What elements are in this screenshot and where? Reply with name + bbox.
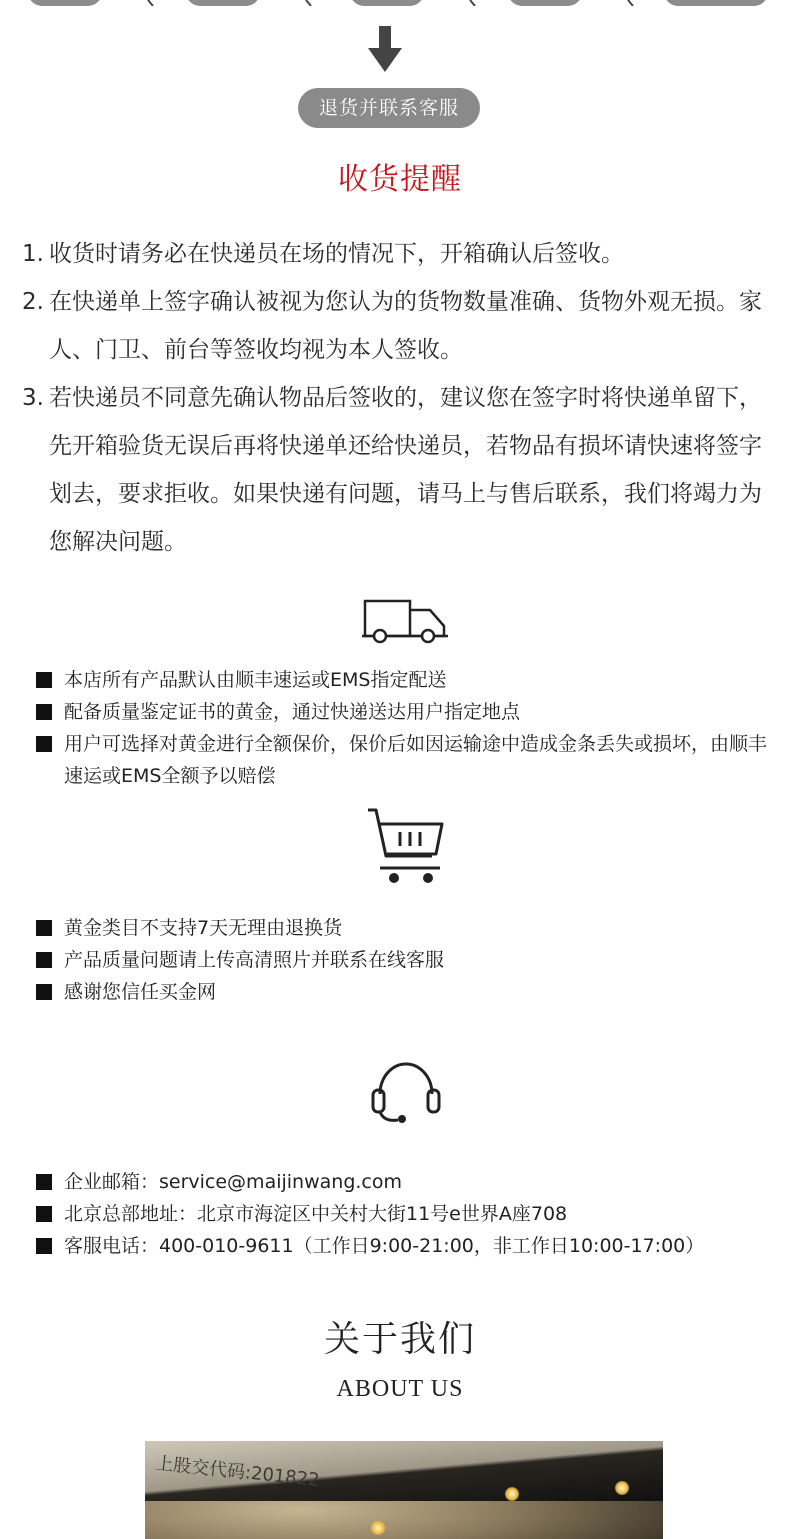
photo-stock-code: 上股交代码:201822	[154, 1452, 321, 1492]
reminder-item-number: 3.	[22, 385, 44, 411]
bullet-square-icon	[36, 1174, 52, 1190]
cart-icon	[366, 806, 448, 886]
contact-phone: 客服电话：400-010-9611（工作日9:00-21:00，非工作日10:00-17:00）	[64, 1235, 705, 1257]
flow-step-pill	[664, 0, 768, 6]
arrow-down-icon	[368, 26, 402, 74]
list-item	[36, 728, 776, 792]
list-item	[36, 1230, 776, 1262]
light-icon	[371, 1521, 385, 1535]
list-item	[36, 912, 776, 944]
bullet-square-icon	[36, 984, 52, 1000]
contact-list	[36, 1166, 776, 1262]
reminder-item	[22, 374, 782, 566]
list-item	[36, 944, 776, 976]
flow-step-pill	[186, 0, 260, 6]
list-item	[36, 976, 776, 1008]
list-item-text: 黄金类目不支持7天无理由退换货	[64, 917, 343, 939]
list-item-text: 配备质量鉴定证书的黄金，通过快递送达用户指定地点	[64, 701, 521, 723]
reminder-item-text: 若快递员不同意先确认物品后签收的，建议您在签字时将快递单留下，先开箱验货无误后再将快递单还给快递员，若物品有损坏请快速将签字划去，要求拒收。如果快递有问题，请马上与售后联系，我们将竭力为您解决问题。	[49, 385, 762, 555]
chevron-right-icon	[146, 0, 160, 6]
reminder-item-text: 收货时请务必在快递员在场的情况下，开箱确认后签收。	[49, 241, 624, 267]
list-item-text: 本店所有产品默认由顺丰速运或EMS指定配送	[64, 669, 447, 691]
contact-email: 企业邮箱：service@maijinwang.com	[64, 1171, 402, 1193]
reminder-item-number: 2.	[22, 289, 44, 315]
flow-step-pill	[350, 0, 424, 6]
light-icon	[615, 1481, 629, 1495]
shipping-list	[36, 664, 776, 792]
bullet-square-icon	[36, 1206, 52, 1222]
reminder-title: 收货提醒	[338, 162, 462, 197]
returns-list	[36, 912, 776, 1008]
bullet-square-icon	[36, 952, 52, 968]
reminder-item	[22, 278, 782, 374]
flow-step-pill	[508, 0, 582, 6]
reminder-list	[22, 230, 782, 566]
about-title: 关于我们	[323, 1319, 476, 1360]
reminder-item-number: 1.	[22, 241, 44, 267]
truck-icon	[360, 596, 450, 646]
chevron-right-icon	[304, 0, 318, 6]
list-item	[36, 1166, 776, 1198]
list-item	[36, 664, 776, 696]
bullet-square-icon	[36, 920, 52, 936]
bullet-square-icon	[36, 736, 52, 752]
bullet-square-icon	[36, 1238, 52, 1254]
chevron-right-icon	[468, 0, 482, 6]
contact-address: 北京总部地址：北京市海淀区中关村大街11号e世界A座708	[64, 1203, 568, 1225]
company-photo	[145, 1441, 663, 1539]
chevron-right-icon	[626, 0, 640, 6]
light-icon	[505, 1487, 519, 1501]
about-subtitle: ABOUT US	[336, 1376, 464, 1402]
list-item-text: 用户可选择对黄金进行全额保价，保价后如因运输途中造成金条丢失或损坏，由顺丰速运或EMS全额予以赔偿	[64, 733, 768, 787]
list-item	[36, 1198, 776, 1230]
list-item-text: 产品质量问题请上传高清照片并联系在线客服	[64, 949, 445, 971]
reminder-item-text: 在快递单上签字确认被视为您认为的货物数量准确、货物外观无损。家人、门卫、前台等签收均视为本人签收。	[49, 289, 762, 363]
list-item-text: 感谢您信任买金网	[64, 981, 217, 1003]
reminder-item	[22, 230, 782, 278]
return-contact-step: 退货并联系客服	[298, 88, 480, 128]
flow-step-pill	[28, 0, 102, 6]
list-item	[36, 696, 776, 728]
bullet-square-icon	[36, 704, 52, 720]
headset-icon	[368, 1052, 444, 1130]
bullet-square-icon	[36, 672, 52, 688]
